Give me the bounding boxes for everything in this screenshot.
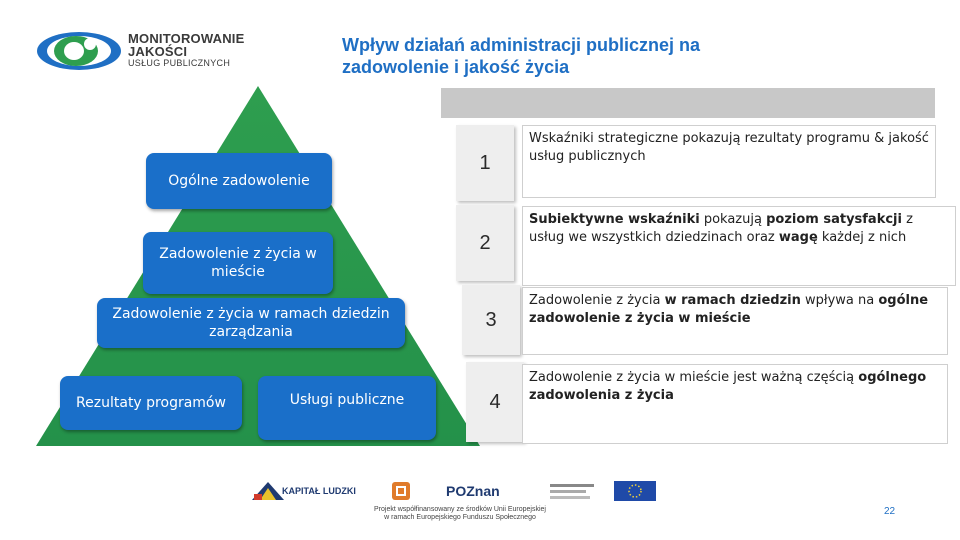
pyramid-level-label: Ogólne zadowolenie — [168, 173, 310, 189]
logo-mark-icon — [36, 30, 122, 72]
page-number: 22 — [884, 506, 896, 517]
desc-text: Zadowolenie z życia w mieście jest ważną częścią — [529, 370, 859, 385]
city-emblem-icon — [390, 480, 430, 502]
caption-line: Projekt współfinansowany ze środków Unii Europejskiej — [374, 506, 546, 513]
logo-line-3: USŁUG PUBLICZNYCH — [128, 58, 231, 68]
footer — [250, 480, 670, 530]
pyramid-level-label: Zadowolenie z życia w mieście — [159, 246, 317, 280]
pyramid-level-label: Usługi publiczne — [289, 392, 405, 408]
footer-caption — [340, 506, 580, 522]
pyramid-level-overall-satisfaction — [146, 153, 332, 209]
row-description-2 — [522, 206, 956, 286]
eu-flag-icon — [614, 480, 658, 502]
desc-text-bold: poziom satysfakcji — [766, 212, 902, 227]
desc-text-bold: wagę — [778, 230, 818, 245]
logo-line-1: MONITOROWANIE — [128, 31, 245, 46]
page-title: Wpływ działań administracji publicznej na zadowolenie i jakość życia — [342, 35, 701, 77]
row-number: 4 — [466, 362, 524, 442]
pyramid-level-city-satisfaction — [143, 232, 333, 294]
poznan-text: POZnan — [446, 483, 500, 499]
poznan-logo — [446, 480, 516, 502]
kapital-ludzki-text: KAPITAŁ LUDZKI — [282, 486, 356, 496]
desc-text-bold: w ramach dziedzin — [664, 293, 801, 308]
row-number: 1 — [456, 125, 514, 201]
desc-text: pokazują — [699, 212, 767, 227]
row-description-4 — [522, 364, 948, 444]
row-number: 3 — [462, 285, 520, 355]
caption-line: w ramach Europejskiego Funduszu Społecznego — [384, 514, 536, 521]
header-bar — [441, 88, 935, 118]
pyramid-level-label: Rezultaty programów — [76, 395, 226, 411]
desc-text: pokazują rezultaty programu & jakość usług publicznych — [529, 131, 929, 164]
row-description-1 — [522, 125, 936, 198]
row-number: 2 — [456, 205, 514, 281]
pyramid-level-domain-satisfaction — [97, 298, 405, 348]
pyramid-level-program-results — [60, 376, 242, 430]
kapital-ludzki-logo — [282, 480, 372, 502]
desc-text: Wskaźniki strategiczne — [529, 131, 679, 146]
desc-text: wpływa na — [800, 293, 879, 308]
logo — [36, 28, 276, 76]
desc-text: Zadowolenie z życia — [529, 293, 665, 308]
row-description-3 — [522, 287, 948, 355]
desc-text: każdej z nich — [817, 230, 907, 245]
logo-line-2: JAKOŚCI — [128, 44, 188, 59]
pyramid-level-label: Zadowolenie z życia w ramach dziedzin zarządzania — [112, 306, 390, 340]
desc-text-bold: Subiektywne wskaźniki — [529, 212, 700, 227]
desc-text: z usług we wszystkich dziedzinach oraz — [529, 212, 913, 245]
partner-logo-icon — [550, 480, 600, 502]
desc-text-bold: ogólne zadowolenie z życia w mieście — [529, 293, 929, 326]
pyramid-level-public-services — [258, 376, 436, 440]
desc-text-bold: ogólnego zadowolenia z życia — [529, 370, 927, 403]
